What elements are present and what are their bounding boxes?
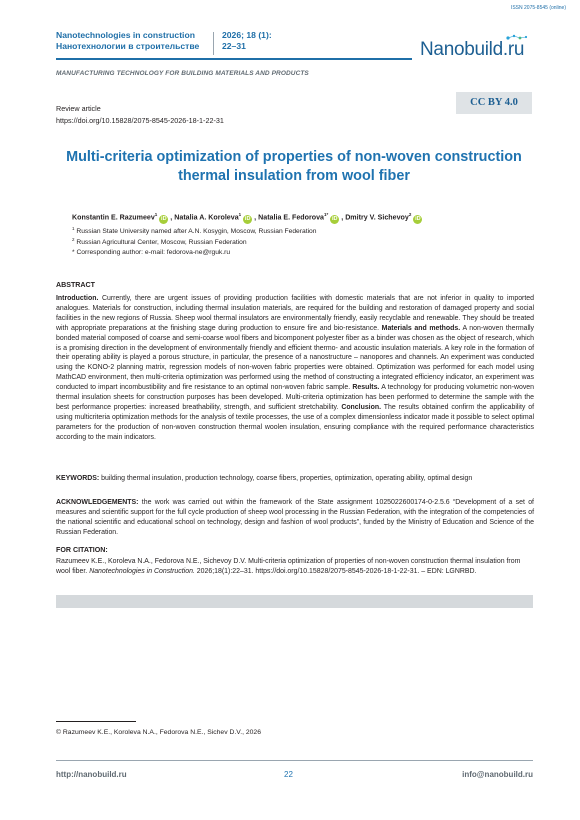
issue-info (222, 30, 272, 52)
issue-pages: 22–31 (222, 41, 246, 51)
footnote-rule (56, 721, 136, 722)
orcid-icon[interactable]: iD (244, 216, 251, 223)
page-number: 22 (284, 770, 293, 779)
affiliation-1 (72, 226, 317, 235)
conclusion-text: The results obtained confirm the applicability of using multicriteria optimization methods for the analysis of textile processes, the use of a complex dimensionless indicator made it possible to select optimal parameters for the production of non-woven construction thermal woolen insulation, ensuring compliance with the required performance characteristics according to the main indicators. (56, 403, 534, 441)
citation-text-after: 2026;18(1):22–31. https://doi.org/10.15828/2075-8545-2026-18-1-22-31. – EDN: LGNRBD. (196, 567, 477, 575)
journal-name (56, 30, 199, 52)
orcid-icon[interactable]: iD (415, 216, 421, 223)
author-list: Konstantin E. Razumeev$^1$iD , Natalia A. Koroleva$^1$iD , Natalia E. Fedorova$^{1*}$iD , Dmitry V. Sichevoy$^2$iD (72, 212, 421, 223)
keywords (56, 474, 534, 484)
abstract-body (56, 294, 534, 443)
header-rule (56, 58, 412, 60)
author-sup: 1 (154, 212, 158, 217)
article-type: Review article (56, 104, 101, 113)
ack-label: ACKNOWLEDGEMENTS: (56, 499, 139, 506)
author-sup: 1* (323, 212, 329, 217)
orcid-icon[interactable]: iD (331, 216, 338, 223)
author-name: Dmitry V. Sichevoy (345, 213, 409, 222)
corresponding-author: * Corresponding author: e-mail: fedorova-ne@rguk.ru (72, 249, 231, 256)
header-divider (213, 32, 214, 55)
abstract-heading: ABSTRACT (56, 281, 96, 289)
footer-rule (56, 760, 533, 761)
affiliation-text: Russian Agricultural Center, Moscow, Russian Federation (76, 239, 247, 247)
email-link[interactable]: info@nanobuild.ru (462, 770, 533, 779)
author-sup: 2 (408, 212, 412, 217)
results-text: A technology for producing volumetric non-woven thermal insulation sheets for construction purposes has been developed. Multi-criteria optimization has been performed to determine the sample with the best performance properties: increased breathability, strength, and sufficient stretchability. (56, 384, 535, 411)
section-category: MANUFACTURING TECHNOLOGY FOR BUILDING MATERIALS AND PRODUCTS (56, 70, 309, 77)
journal-name-en: Nanotechnologies in construction (56, 30, 195, 40)
citation-body (56, 557, 534, 577)
affiliation-sup: 1 (72, 226, 75, 231)
logo-text: Nanobuild.ru (420, 39, 525, 60)
journal-name-ru: Нанотехнологии в строительстве (56, 41, 200, 51)
doi-link[interactable]: https://doi.org/10.15828/2075-8545-2026-18-1-22-31 (56, 116, 224, 125)
acknowledgements (56, 498, 534, 538)
license-badge[interactable]: CC BY 4.0 (456, 92, 532, 114)
author-name: Natalia E. Fedorova (258, 213, 324, 222)
citation-heading: FOR CITATION: (56, 546, 108, 554)
results-label: Results. (352, 384, 380, 392)
author-name: Konstantin E. Razumeev (72, 213, 155, 222)
methods-label: Materials and methods. (381, 324, 461, 332)
intro-label: Introduction. (56, 295, 99, 302)
citation-text-before: Razumeev K.E., Koroleva N.A., Fedorova N.E., Sichevoy D.V. Multi-criteria optimization of properties of non-woven construction thermal insulation from wool fiber. (56, 558, 521, 575)
author-sup: 1 (238, 212, 242, 217)
separator-bar (56, 595, 533, 608)
affiliation-2 (72, 237, 247, 246)
site-link[interactable]: http://nanobuild.ru (56, 770, 127, 779)
intro-text: Currently, there are urgent issues of providing production facilities with domestic materials that are not inferior in quality to imported analogues. Materials for construction, including thermal insulation materials, are required for the building and restoration of damaged property and social facilities in the new regions of Russia. Sheep wool thermal insulators are environmentally friendly, easily recyclable and renewable. They should be treated with appropriate preparations at the finishing stage during production to ensure fire and bio-resistance. (56, 295, 535, 332)
keywords-label: KEYWORDS: (56, 475, 100, 482)
methods-text: A non-woven thermally bonded material composed of coarse and semi-coarse wool fibers and bicomponent polyester fiber as a binder was chosen as the object of research, which is a promising direction in the development of environmentally friendly and efficient thermo- and acoustic insulation materials. A key role in the formation of their operating ability is played a porous structure, in particular, the presence of a nanostructure – nanopores and channels. An experiment was conducted using the KONO-2 planning matrix, regression models of non-woven fabric properties were obtained. Optimization was performed for each model using MathCAD environment, then multi-criteria optimization was performed using the method of constructing a integrated efficiency indicator, an experiment was conducted to impart incombustibility and fire resistance to an optimal non-woven fabric sample. (56, 324, 535, 392)
citation-journal: Nanotechnologies in Construction. (89, 567, 195, 575)
conclusion-label: Conclusion. (341, 403, 382, 411)
ack-text: the work was carried out within the framework of the State assignment 1025022600174-0-2.5.6 “Development of a set of measures and scientific support for the full cycle production of sheep wool processing in the Russian Federation, with the integration of the competencies of the national scientific and educational school on technology, design and fashion of wool products”, funded by the Ministry of Education and Science of the Russian Federation. (56, 499, 534, 536)
orcid-icon[interactable]: iD (161, 216, 167, 223)
affiliation-sup: 2 (72, 237, 75, 242)
issue-volume: 2026; 18 (1): (222, 30, 272, 40)
copyright-note: © Razumeev K.E., Koroleva N.A., Fedorova N.E., Sichev D.V., 2026 (56, 729, 261, 736)
affiliation-text: Russian State University named after A.N. Kosygin, Moscow, Russian Federation (76, 228, 317, 236)
issn-label: ISSN 2075-8545 (online) (510, 5, 566, 11)
nanobuild-logo[interactable] (420, 34, 540, 64)
keywords-text: building thermal insulation, production technology, coarse fibers, properties, optimization, operating ability, optimal design (101, 475, 473, 482)
author-name: Natalia A. Koroleva (174, 213, 239, 222)
article-title: Multi-criteria optimization of properties of non-woven construction thermal insulation from wool fiber (66, 149, 522, 184)
